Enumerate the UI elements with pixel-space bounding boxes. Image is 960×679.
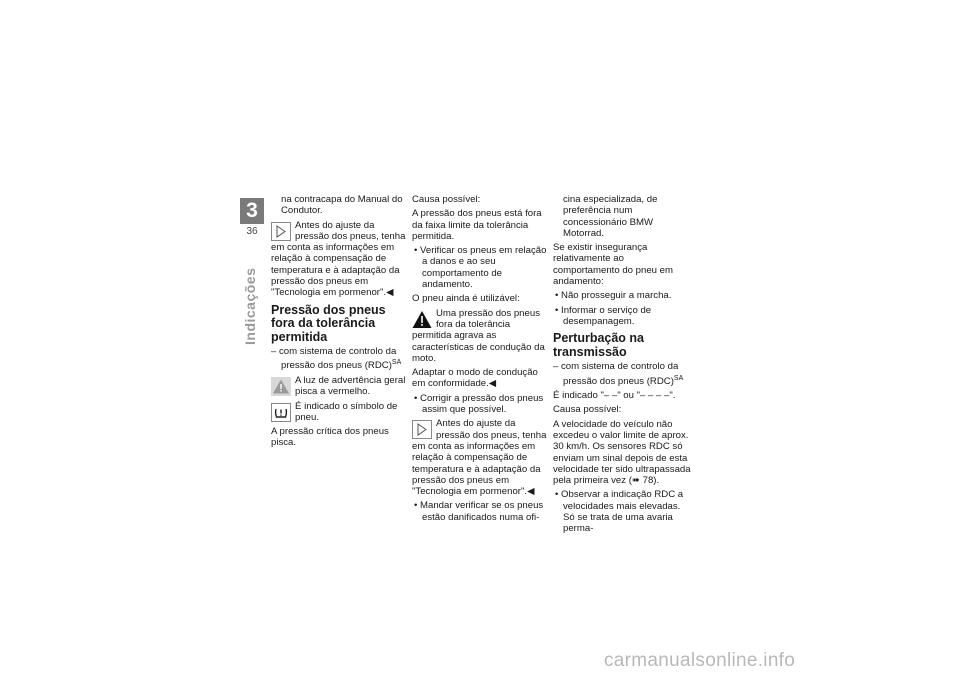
tire-pressure-icon bbox=[271, 403, 291, 422]
paragraph: É indicado "– –" ou "– – – –". bbox=[553, 390, 676, 402]
dash-item-text: – com sistema de controlo da pressão dos pneus (RDC) bbox=[553, 361, 679, 387]
note-triangle-icon bbox=[412, 420, 432, 439]
note-block bbox=[412, 418, 550, 497]
section-heading: Pressão dos pneus fora da tolerância permitida bbox=[271, 302, 386, 344]
warning-text: A luz de advertência geral pisca a vermelho. bbox=[295, 374, 406, 398]
tpms-text: É indicado o símbolo de pneu. bbox=[295, 400, 398, 423]
bullet-item: • Mandar verificar se os pneus estão danificados numa ofi- bbox=[414, 500, 544, 523]
bullet-item: • Observar a indicação RDC a velocidades mais elevadas. Só se trata de uma avaria perma- bbox=[555, 489, 684, 535]
option-sup: SA bbox=[673, 374, 684, 382]
paragraph: na contracapa do Manual do Condutor. bbox=[281, 194, 403, 217]
warning-text: Uma pressão dos pneus fora da tolerância permitida agrava as características de condução da moto. bbox=[412, 307, 545, 364]
note-text: Antes do ajuste da pressão dos pneus, tenha em conta as informações em relação à compensação de temperatura e à adaptação da pressão dos pneus em "Tecnologia em pormenor".◀ bbox=[271, 219, 406, 299]
section-heading: Perturbação na transmissão bbox=[553, 331, 645, 359]
bullet-item: • Verificar os pneus em relação a danos e ao seu comportamento de andamento. bbox=[414, 245, 547, 291]
paragraph: Causa possível: bbox=[412, 194, 481, 205]
page-number: 36 bbox=[246, 226, 258, 237]
section-tab: Indicações bbox=[242, 267, 258, 345]
tpms-block bbox=[271, 401, 409, 424]
text-column-2 bbox=[412, 194, 550, 526]
bullet-item: • Não prosseguir a marcha. bbox=[555, 290, 672, 302]
note-triangle-icon bbox=[271, 222, 291, 241]
paragraph: A velocidade do veículo não excedeu o valor limite de aprox. 30 km/h. Os sensores RDC só enviam um sinal depois de esta velocidade ter sido ultrapassada pela primeira vez (➠ 78). bbox=[553, 418, 691, 487]
dash-item bbox=[271, 346, 409, 372]
warning-triangle-icon bbox=[412, 310, 432, 329]
text-column-1 bbox=[271, 194, 409, 452]
paragraph: A pressão dos pneus está fora da faixa limite da tolerância permitida. bbox=[412, 208, 542, 242]
paragraph: Causa possível: bbox=[553, 404, 622, 416]
bullet-item: • Corrigir a pressão dos pneus assim que possível. bbox=[414, 392, 544, 416]
note-text: Antes do ajuste da pressão dos pneus, tenha em conta as informações em relação à compensação de temperatura e à adaptação da pressão dos pneus em "Tecnologia em pormenor".◀ bbox=[412, 418, 547, 498]
warning-lamp-block bbox=[271, 375, 409, 398]
option-sup: SA bbox=[391, 359, 402, 367]
dash-item bbox=[553, 361, 691, 387]
chapter-number: 3 bbox=[240, 198, 264, 224]
warning-triangle-icon bbox=[271, 377, 291, 396]
paragraph: Se existir insegurança relativamente ao comportamento do pneu em andamento: bbox=[553, 242, 673, 288]
note-block bbox=[271, 220, 409, 299]
paragraph: O pneu ainda é utilizável: bbox=[412, 293, 520, 305]
paragraph: Adaptar o modo de condução em conformidade.◀ bbox=[412, 367, 538, 390]
dash-item-text: – com sistema de controlo da pressão dos pneus (RDC) bbox=[271, 346, 397, 372]
watermark: carmanualsonline.info bbox=[604, 650, 796, 671]
warning-block bbox=[412, 308, 550, 364]
bullet-item: • Informar o serviço de desempanagem. bbox=[555, 304, 652, 327]
paragraph: cina especializada, de preferência num concessionário BMW Motorrad. bbox=[563, 194, 658, 239]
paragraph: A pressão crítica dos pneus pisca. bbox=[271, 426, 389, 449]
text-column-3 bbox=[553, 194, 691, 538]
